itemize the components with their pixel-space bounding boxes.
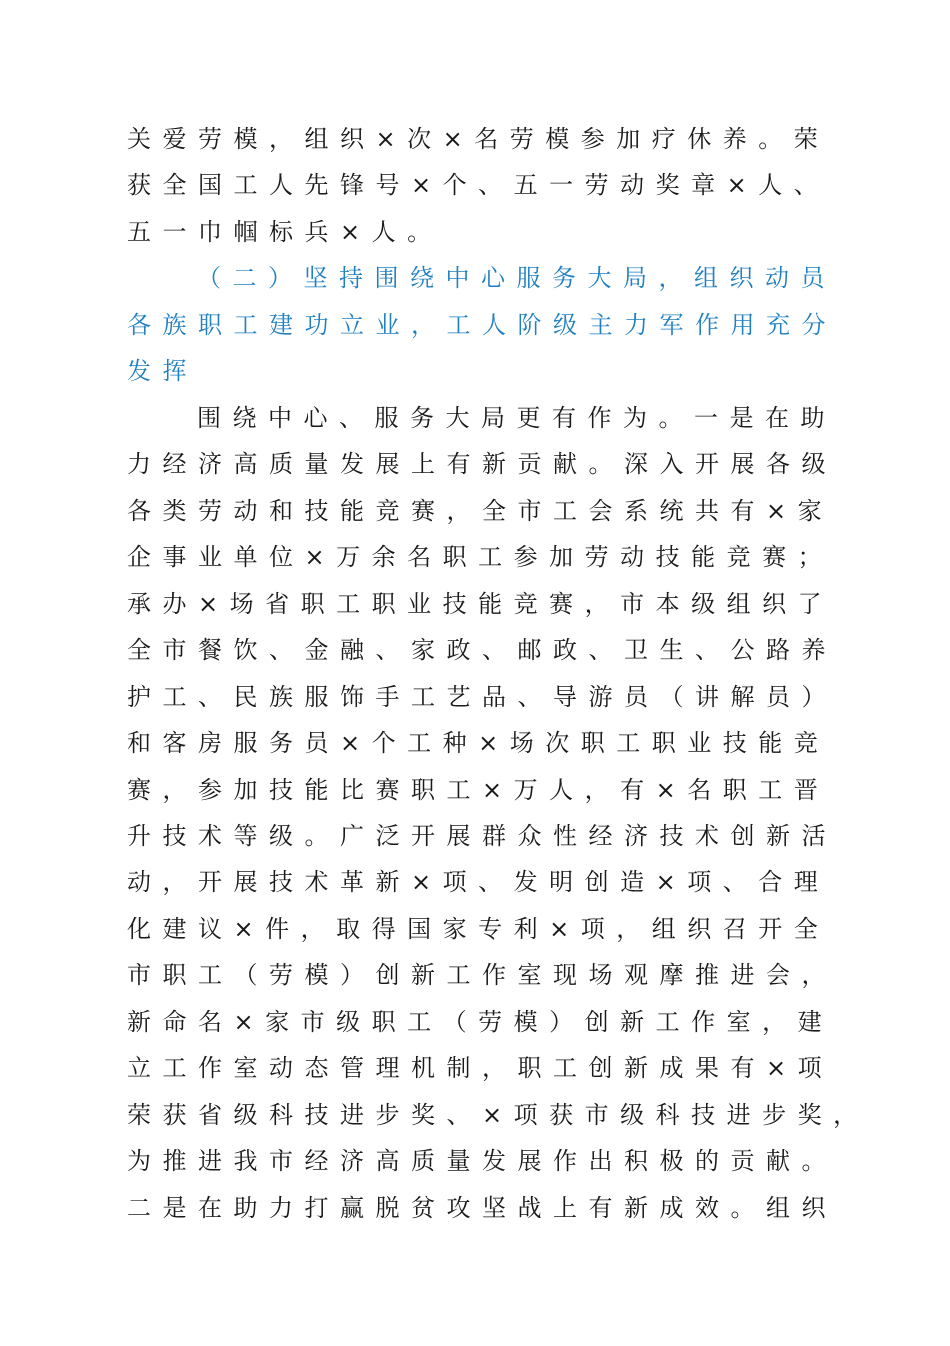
body-line-3: 五一巾帼标兵×人。 [127, 218, 443, 246]
body-line-15: 赛，参加技能比赛职工×万人，有×名职工晋 [127, 776, 830, 804]
section-heading-line-1: （二）坚持围绕中心服务大局，组织动员 [197, 264, 836, 292]
body-line-14: 和客房服务员×个工种×场次职工职业技能竞 [127, 729, 830, 757]
body-line-13: 护工、民族服饰手工艺品、导游员（讲解员） [127, 683, 837, 711]
body-line-11: 承办×场省职工职业技能竞赛，市本级组织了 [127, 590, 834, 618]
body-line-18: 化建议×件，取得国家专利×项，组织召开全 [127, 915, 830, 943]
body-line-23: 为推进我市经济高质量发展作出积极的贡献。 [127, 1147, 837, 1175]
body-line-9: 各类劳动和技能竞赛，全市工会系统共有×家 [127, 497, 834, 525]
body-line-17: 动，开展技术革新×项、发明创造×项、合理 [127, 868, 830, 896]
section-heading-line-2: 各族职工建功立业，工人阶级主力军作用充分 [127, 311, 837, 339]
body-line-24: 二是在助力打赢脱贫攻坚战上有新成效。组织 [127, 1194, 837, 1222]
body-line-21: 立工作室动态管理机制，职工创新成果有×项 [127, 1054, 834, 1082]
body-line-2: 获全国工人先锋号×个、五一劳动奖章×人、 [127, 171, 830, 199]
body-line-1: 关爱劳模，组织×次×名劳模参加疗休养。荣 [127, 125, 830, 153]
body-line-12: 全市餐饮、金融、家政、邮政、卫生、公路养 [127, 636, 837, 664]
body-line-19: 市职工（劳模）创新工作室现场观摩推进会， [127, 961, 837, 989]
body-line-16: 升技术等级。广泛开展群众性经济技术创新活 [127, 822, 837, 850]
body-line-8: 力经济高质量发展上有新贡献。深入开展各级 [127, 450, 837, 478]
body-line-10: 企事业单位×万余名职工参加劳动技能竞赛； [127, 543, 834, 571]
section-heading-line-3: 发挥 [127, 357, 198, 385]
paragraph-first-line: 围绕中心、服务大局更有作为。一是在助 [197, 404, 836, 432]
body-line-22: 荣获省级科技进步奖、×项获市级科技进步奖， [127, 1101, 869, 1129]
body-line-20: 新命名×家市级职工（劳模）创新工作室，建 [127, 1008, 834, 1036]
